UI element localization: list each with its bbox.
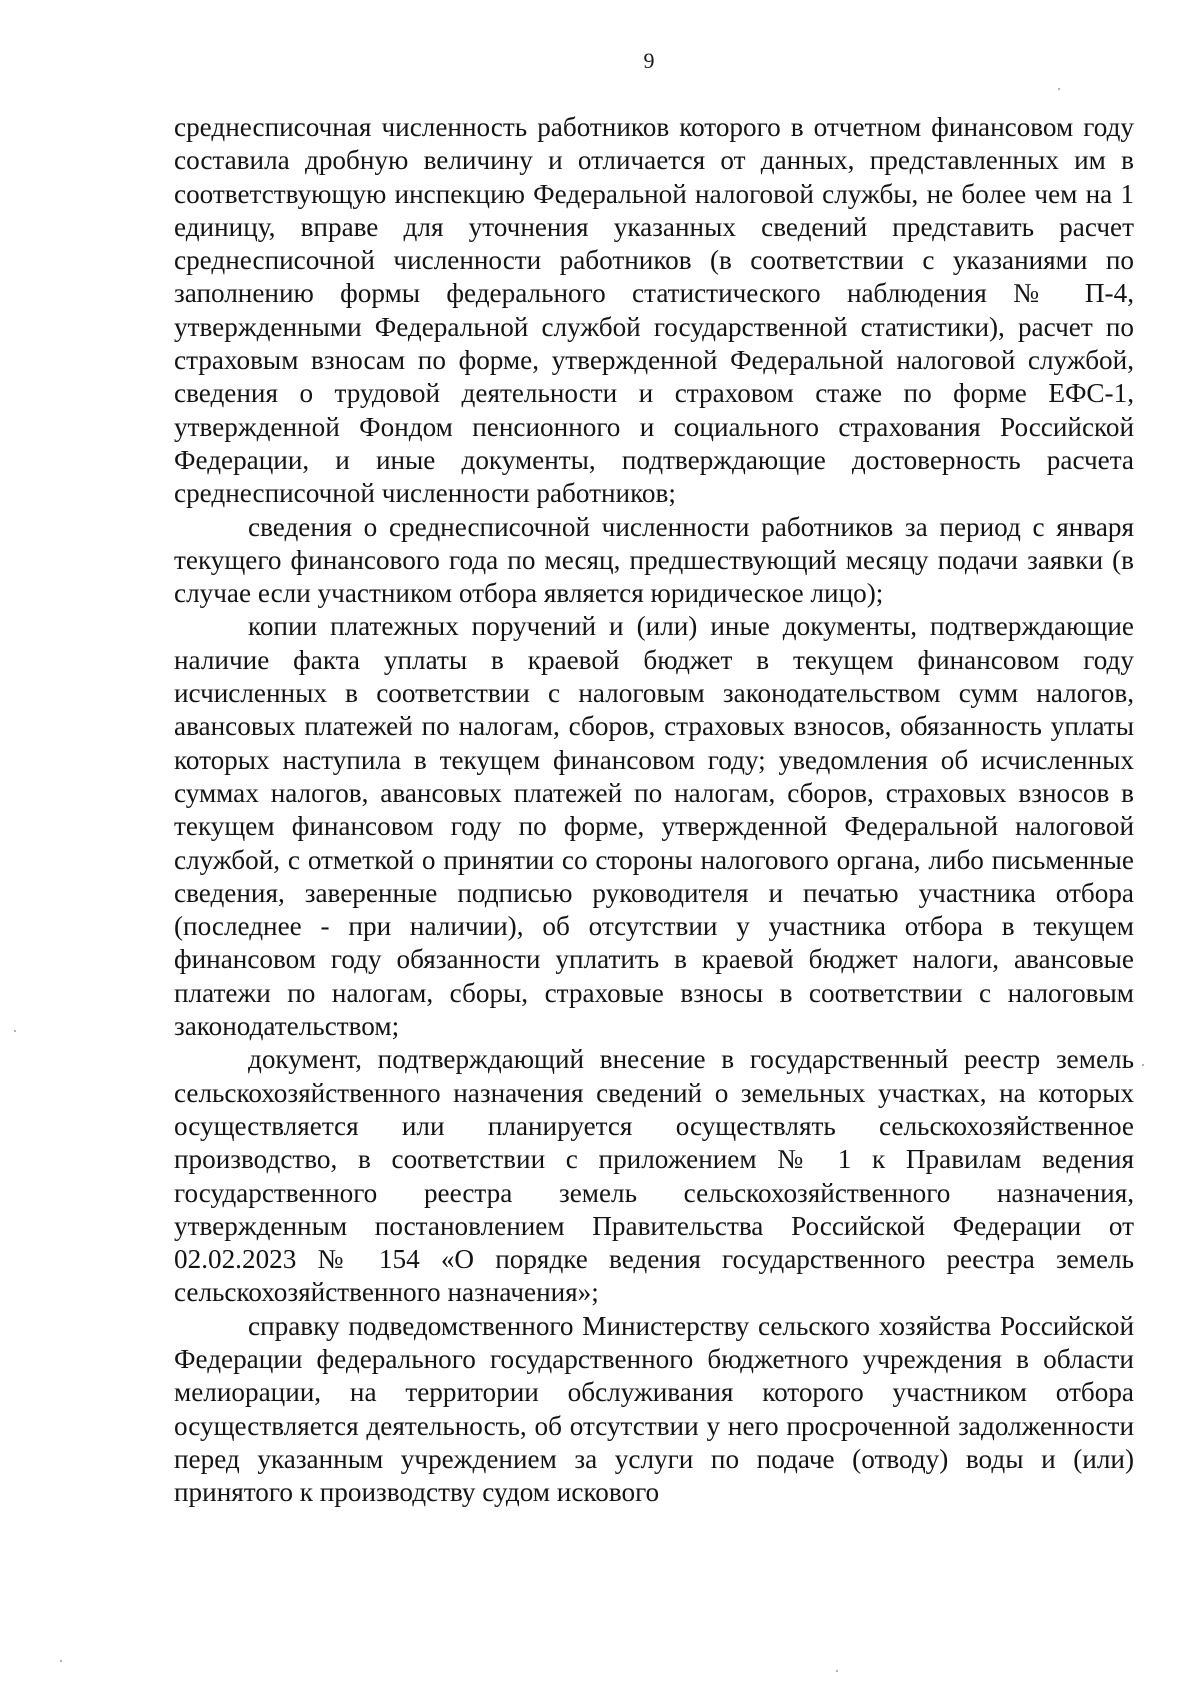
scan-speck: [836, 1670, 838, 1672]
paragraph-land-registry: документ, подтверждающий внесение в государственный реестр земель сельскохозяйственного назначения сведений о земельных участках, на которых осуществляется или планируется осуществлять сельскохозяйственное производство, в соответствии с приложением № 1 к Правилам ведения государственного реестра земель сельскохозяйственного назначения, утвержденным постановлением Правительства Российской Федерации от 02.02.2023 № 154 «О порядке ведения государственного реестра земель сельскохозяйственного назначения»;: [174, 1044, 1134, 1308]
scan-speck: [1058, 88, 1060, 90]
paragraph-employee-count-continuation: среднесписочная численность работников которого в отчетном финансовом году составила дробную величину и отличается от данных, представленных им в соответствующую инспекцию Федеральной налоговой службы, не более чем на 1 единицу, вправе для уточнения указанных сведений представить расчет среднесписочной численности работников (в соответствии с указаниями по заполнению формы федерального статистического наблюдения № П-4, утвержденными Федеральной службой государственной статистики), расчет по страховым взносам по форме, утвержденной Федеральной налоговой службой, сведения о трудовой деятельности и страховом стаже по форме ЕФС-1, утвержденной Фондом пенсионного и социального страхования Российской Федерации, и иные документы, подтверждающие достоверность расчета среднесписочной численности работников;: [174, 112, 1134, 509]
page-number: 9: [643, 48, 655, 73]
paragraph-melioration-certificate: справку подведомственного Министерству сельского хозяйства Российской Федерации федерального государственного бюджетного учреждения в области мелиорации, на территории обслуживания которого участником отбора осуществляется деятельность, об отсутствии у него просроченной задолженности перед указанным учреждением за услуги по подаче (отводу) воды и (или) принятого к производству судом искового: [174, 1310, 1134, 1508]
scan-speck: [1142, 1064, 1144, 1066]
scan-speck: [60, 1660, 62, 1662]
document-body: [174, 111, 1134, 1509]
paragraph-payment-orders: копии платежных поручений и (или) иные документы, подтверждающие наличие факта уплаты в краевой бюджет в текущем финансовом году исчисленных в соответствии с налоговым законодательством сумм налогов, авансовых платежей по налогам, сборов, страховых взносов, обязанность уплаты которых наступила в текущем финансовом году; уведомления об исчисленных суммах налогов, авансовых платежей по налогам, сборов, страховых взносов в текущем финансовом году по форме, утвержденной Федеральной налоговой службой, с отметкой о принятии со стороны налогового органа, либо письменные сведения, заверенные подписью руководителя и печатью участника отбора (последнее - при наличии), об отсутствии у участника отбора в текущем финансовом году обязанности уплатить в краевой бюджет налоги, авансовые платежи по налогам, сборы, страховые взносы в соответствии с налоговым законодательством;: [174, 611, 1134, 1042]
paragraph-average-headcount: сведения о среднесписочной численности работников за период с января текущего финансового года по месяц, предшествующий месяцу подачи заявки (в случае если участником отбора является юридическое лицо);: [174, 511, 1134, 609]
scan-speck: [14, 1030, 16, 1032]
